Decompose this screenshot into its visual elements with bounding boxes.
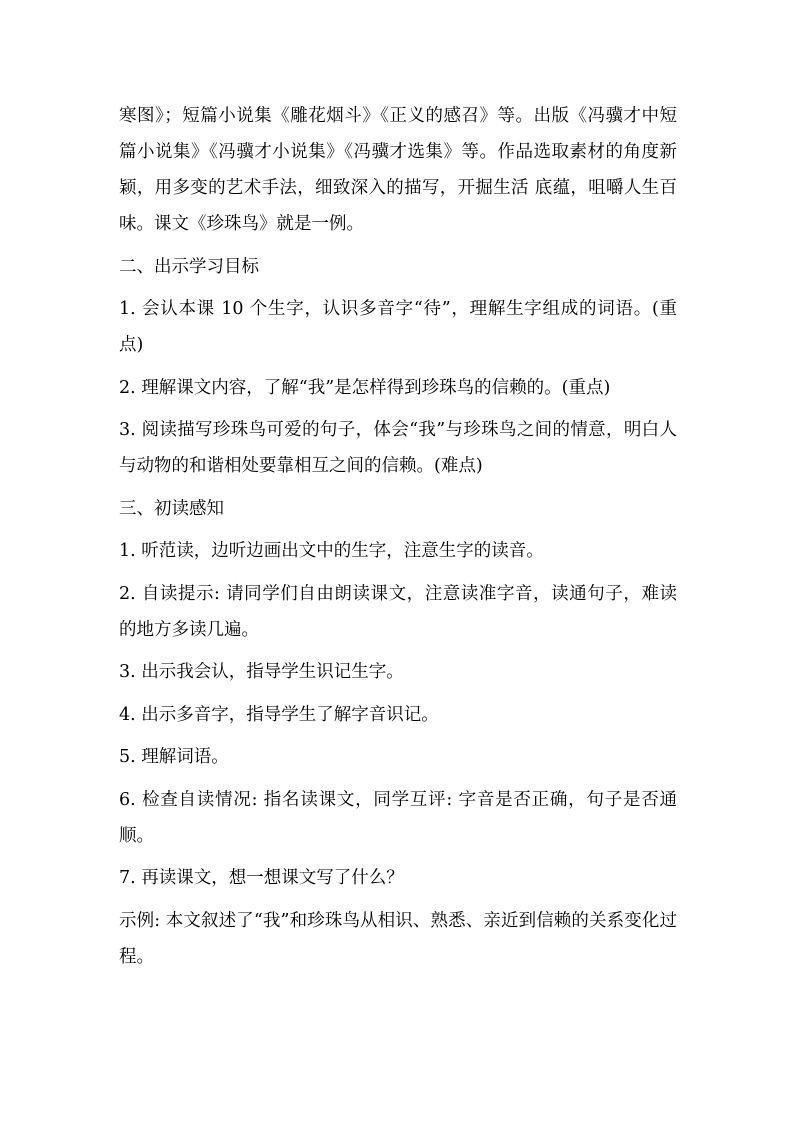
reading-step-5: 5. 理解词语。 bbox=[119, 747, 229, 767]
reading-step-6: 6. 检查自读情况: 指名读课文，同学互评: 字音是否正确，句子是否通顺。 bbox=[119, 789, 677, 846]
section-heading-first-reading: 三、初读感知 bbox=[119, 498, 224, 519]
reading-step-1: 1. 听范读，边听边画出文中的生字，注意生字的读音。 bbox=[119, 541, 544, 561]
reading-step-3: 3. 出示我会认，指导学生识记生字。 bbox=[119, 662, 404, 682]
reading-step-4: 4. 出示多音字，指导学生了解字音识记。 bbox=[119, 704, 439, 725]
document-body bbox=[119, 98, 677, 981]
goal-item-1: 1. 会认本课 10 个生字，认识多音字“待”，理解生字组成的词语。(重点) bbox=[119, 299, 677, 355]
example-answer: 示例: 本文叙述了“我”和珍珠鸟从相识、熟悉、亲近到信赖的关系变化过程。 bbox=[119, 910, 677, 967]
goal-item-3: 3. 阅读描写珍珠鸟可爱的句子，体会“我”与珍珠鸟之间的情意，明白人与动物的和谐相处要靠相互之间的信赖。(难点) bbox=[119, 420, 677, 476]
reading-step-7: 7. 再读课文，想一想课文写了什么？ bbox=[119, 868, 404, 888]
goal-item-2: 2. 理解课文内容，了解“我”是怎样得到珍珠鸟的信赖的。(重点) bbox=[119, 377, 611, 398]
section-heading-learning-goals: 二、出示学习目标 bbox=[119, 256, 259, 277]
reading-step-2: 2. 自读提示: 请同学们自由朗读课文，注意读准字音，读通句子，难读的地方多读几遍。 bbox=[119, 583, 677, 640]
author-works-paragraph: 寒图》；短篇小说集《雕花烟斗》《正义的感召》等。出版《冯骥才中短篇小说集》《冯骥才小说集》《冯骥才选集》等。作品选取素材的角度新颖，用多变的艺术手法，细致深入的描写，开掘生活 底蕴，咀嚼人生百味。课文《珍珠鸟》就是一例。 bbox=[119, 106, 677, 234]
